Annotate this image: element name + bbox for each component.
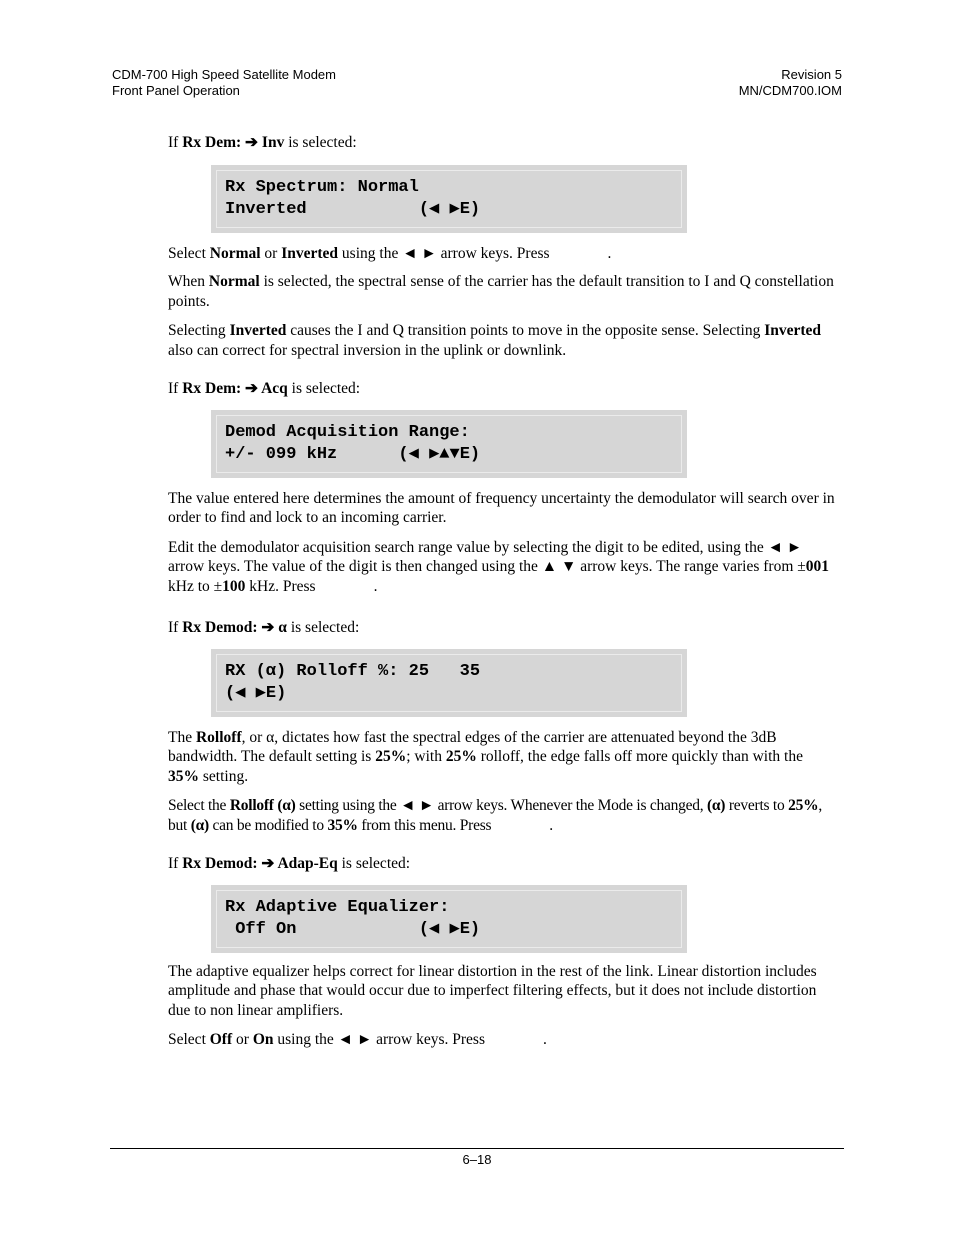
paragraph: Select Off or On using the ◄ ► arrow keys. Press . — [168, 1031, 547, 1048]
header-doc-title: CDM-700 High Speed Satellite Modem — [112, 67, 336, 82]
lcd-line-2: (◀ ▶E) — [225, 683, 287, 703]
lcd-line-1: Rx Adaptive Equalizer: — [225, 897, 450, 917]
arrow-icon: ➔ — [245, 134, 259, 151]
paragraph: The value entered here determines the amount of frequency uncertainty the demodulator will search over in order to find and lock to an incoming carrier. — [168, 489, 835, 526]
section-intro-equalizer: If Rx Demod: ➔ Adap-Eq is selected: — [168, 855, 411, 872]
header-section-title: Front Panel Operation — [112, 83, 240, 98]
section-intro-spectrum: If Rx Dem: ➔ Inv is selected: — [168, 134, 357, 151]
lcd-line-2: +/- 099 kHz (◀ ▶▲▼E) — [225, 444, 481, 464]
arrow-icon: ➔ — [261, 619, 275, 636]
lcd-line-1: RX (α) Rolloff %: 25 35 — [225, 661, 481, 681]
lcd-display-rolloff — [211, 649, 687, 717]
paragraph: Select Normal or Inverted using the ◄ ► arrow keys. Press . — [168, 244, 612, 262]
lcd-line-1: Demod Acquisition Range: — [225, 422, 470, 442]
page-content — [168, 133, 836, 1050]
lcd-display-acquisition — [211, 410, 687, 478]
section-intro-rolloff: If Rx Demod: ➔ α is selected: — [168, 619, 360, 636]
lcd-display-spectrum — [211, 165, 687, 233]
paragraph: Selecting Inverted causes the I and Q transition points to move in the opposite sense. Selecting Inverted also can correct for spectral inversion in the uplink or downlink. — [168, 322, 822, 359]
arrow-icon: ➔ — [245, 380, 259, 397]
arrow-icon: ➔ — [261, 855, 275, 872]
lcd-line-1: Rx Spectrum: Normal — [225, 177, 419, 197]
header-revision: Revision 5 — [781, 67, 842, 82]
lcd-line-2: Inverted (◀ ▶E) — [225, 199, 481, 219]
paragraph: The Rolloff, or α, dictates how fast the spectral edges of the carrier are attenuated beyond the 3dB bandwidth. The default setting is 25%; with 25% rolloff, the edge falls off more quickly than with the 35% setting. — [168, 728, 803, 785]
header-doc-number: MN/CDM700.IOM — [738, 83, 842, 98]
paragraph: Edit the demodulator acquisition search range value by selecting the digit to be edited, using the ◄ ► arrow keys. The value of the digit is then changed using the ▲ ▼ arrow keys. The range varies from ±001 kHz to ±100 kHz. Press . — [168, 538, 830, 595]
section-intro-acquisition: If Rx Dem: ➔ Acq is selected: — [168, 380, 361, 397]
page-header-left — [112, 67, 336, 99]
page-header-right — [739, 67, 842, 99]
footer-divider — [110, 1148, 844, 1149]
paragraph: The adaptive equalizer helps correct for linear distortion in the rest of the link. Linear distortion includes amplitude and phase that would occur due to imperfect filtering effects, but it does not include distortion due to non linear amplifiers. — [168, 962, 817, 1019]
paragraph: Select the Rolloff (α) setting using the ◄ ► arrow keys. Whenever the Mode is changed, (α) reverts to 25%, but (α) can be modified to 35% from this menu. Press . — [168, 797, 822, 834]
lcd-line-2: Off On (◀ ▶E) — [225, 919, 481, 939]
page-number: 6–18 — [462, 1152, 492, 1167]
lcd-display-equalizer — [211, 885, 687, 953]
paragraph: When Normal is selected, the spectral sense of the carrier has the default transition to I and Q constellation points. — [168, 273, 834, 310]
